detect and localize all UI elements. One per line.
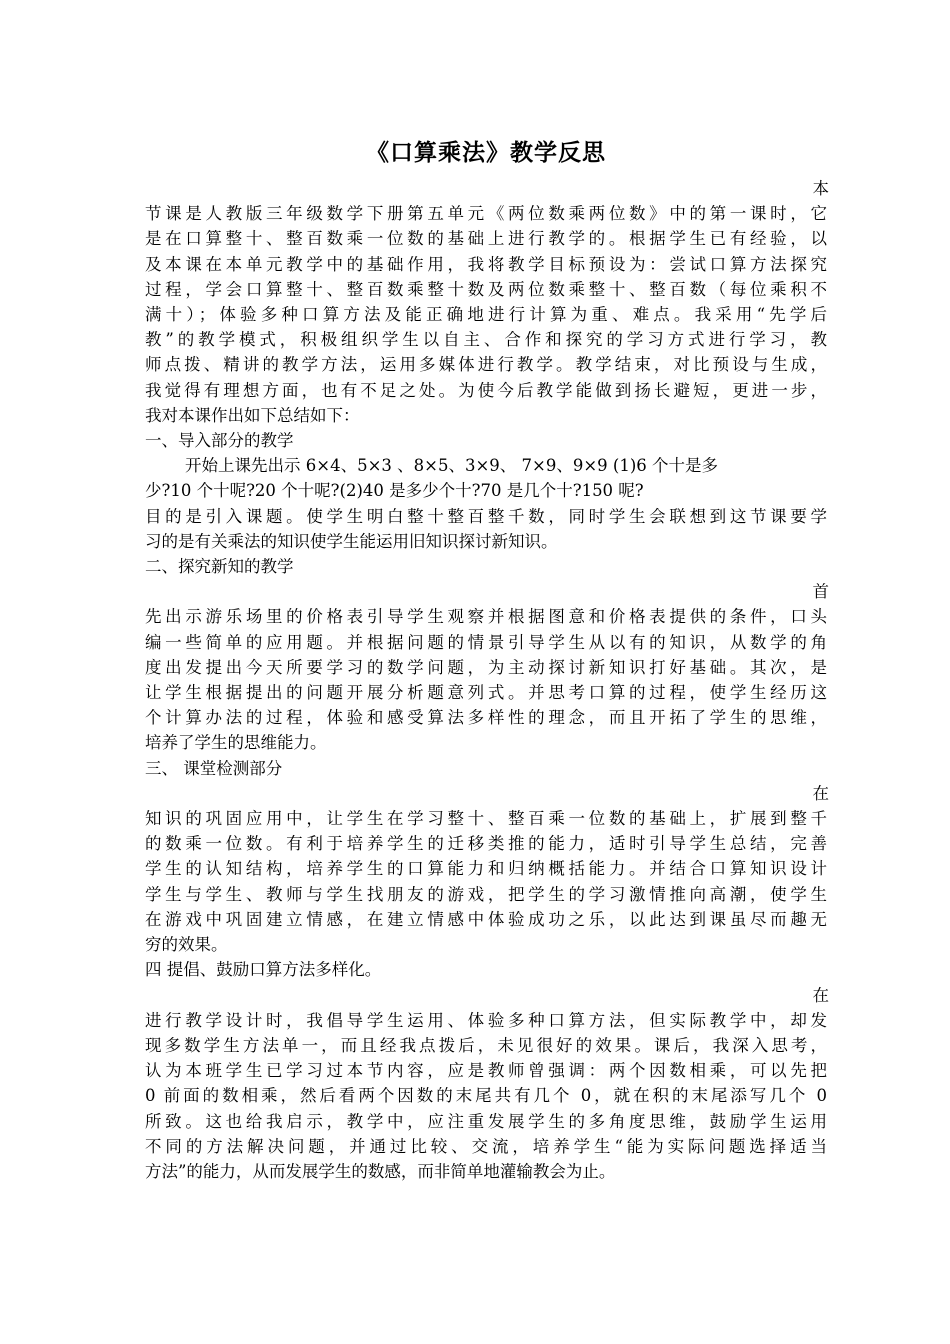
text-line: 首	[812, 582, 829, 602]
text-line: 我觉得有理想方面，也有不足之处。为使今后教学能做到扬长避短，更进一步，	[145, 380, 827, 400]
text-line: 教”的教学模式，积极组织学生以自主、合作和探究的学习方式进行学习，教	[145, 330, 827, 350]
text-line: 0 前面的数相乘，然后看两个因数的末尾共有几个 0，就在积的末尾添写几个 0	[145, 1086, 827, 1106]
text-line: 在	[812, 985, 829, 1005]
text-line: 开始上课先出示 6×4、5×3 、8×5、3×9、 7×9、9×9 (1)6 个十是多	[185, 456, 719, 476]
text-line: 个计算办法的过程，体验和感受算法多样性的理念，而且开拓了学生的思维，	[145, 708, 827, 728]
text-line: 方法”的能力，从而发展学生的数感，而非简单地灌输教会为止。	[145, 1161, 616, 1181]
text-line: 让学生根据提出的问题开展分析题意列式。并思考口算的过程，使学生经历这	[145, 683, 827, 703]
text-line: 先出示游乐场里的价格表引导学生观察并根据图意和价格表提供的条件，口头	[145, 607, 827, 627]
text-line: 在	[812, 783, 829, 803]
document-page	[145, 130, 827, 1184]
document-title: 《口算乘法》教学反思	[366, 140, 606, 166]
text-line: 度出发提出今天所要学习的数学问题，为主动探讨新知识打好基础。其次，是	[145, 657, 827, 677]
text-line: 是在口算整十、整百数乘一位数的基础上进行教学的。根据学生已有经验，以	[145, 229, 827, 249]
text-line: 本	[812, 179, 829, 198]
text-line: 二、探究新知的教学	[145, 557, 294, 577]
text-line: 节课是人教版三年级数学下册第五单元《两位数乘两位数》中的第一课时，它	[145, 204, 827, 224]
text-line: 知识的巩固应用中，让学生在学习整十、整百乘一位数的基础上，扩展到整千	[145, 809, 827, 829]
text-line: 编一些简单的应用题。并根据问题的情景引导学生从以有的知识，从数学的角	[145, 632, 827, 652]
text-line: 四 提倡、鼓励口算方法多样化。	[145, 960, 382, 980]
text-line: 不同的方法解决问题，并通过比较、交流，培养学生“能为实际问题选择适当	[145, 1136, 827, 1156]
text-line: 少?10 个十呢?20 个十呢?(2)40 是多少个十?70 是几个十?150 呢?	[145, 481, 644, 501]
text-line: 过程，学会口算整十、整百数乘整十数及两位数乘整十、整百数（每位乘积不	[145, 279, 827, 299]
text-line: 学生与学生、教师与学生找朋友的游戏，把学生的学习激情推向高潮，使学生	[145, 884, 827, 904]
text-line: 现多数学生方法单一，而且经我点拨后，未见很好的效果。课后，我深入思考，	[145, 1035, 827, 1055]
document-body	[145, 176, 827, 1184]
text-line: 认为本班学生已学习过本节内容，应是教师曾强调：两个因数相乘，可以先把	[145, 1061, 827, 1081]
text-line: 目的是引入课题。使学生明白整十整百整千数，同时学生会联想到这节课要学	[145, 506, 827, 526]
text-line: 在游戏中巩固建立情感，在建立情感中体验成功之乐，以此达到课虽尽而趣无	[145, 909, 827, 929]
text-line: 的数乘一位数。有利于培养学生的迁移类推的能力，适时引导学生总结，完善	[145, 834, 827, 854]
text-line: 培养了学生的思维能力。	[145, 733, 327, 753]
text-line: 一、导入部分的教学	[145, 431, 294, 451]
text-line: 我对本课作出如下总结如下：	[145, 405, 360, 425]
text-line: 穷的效果。	[145, 935, 228, 955]
text-line: 所致。这也给我启示，教学中，应注重发展学生的多角度思维，鼓励学生运用	[145, 1111, 827, 1131]
text-line: 进行教学设计时，我倡导学生运用、体验多种口算方法，但实际教学中，却发	[145, 1010, 827, 1030]
text-line: 习的是有关乘法的知识使学生能运用旧知识探讨新知识。	[145, 531, 558, 551]
text-line: 三、 课堂检测部分	[145, 758, 283, 778]
text-line: 满十）；体验多种口算方法及能正确地进行计算为重、难点。我采用“先学后	[145, 305, 827, 325]
text-line: 师点拨、精讲的教学方法，运用多媒体进行教学。教学结束，对比预设与生成，	[145, 355, 827, 375]
text-line: 及本课在本单元教学中的基础作用，我将教学目标预设为：尝试口算方法探究	[145, 254, 827, 274]
text-line: 学生的认知结构，培养学生的口算能力和归纳概括能力。并结合口算知识设计	[145, 859, 827, 879]
